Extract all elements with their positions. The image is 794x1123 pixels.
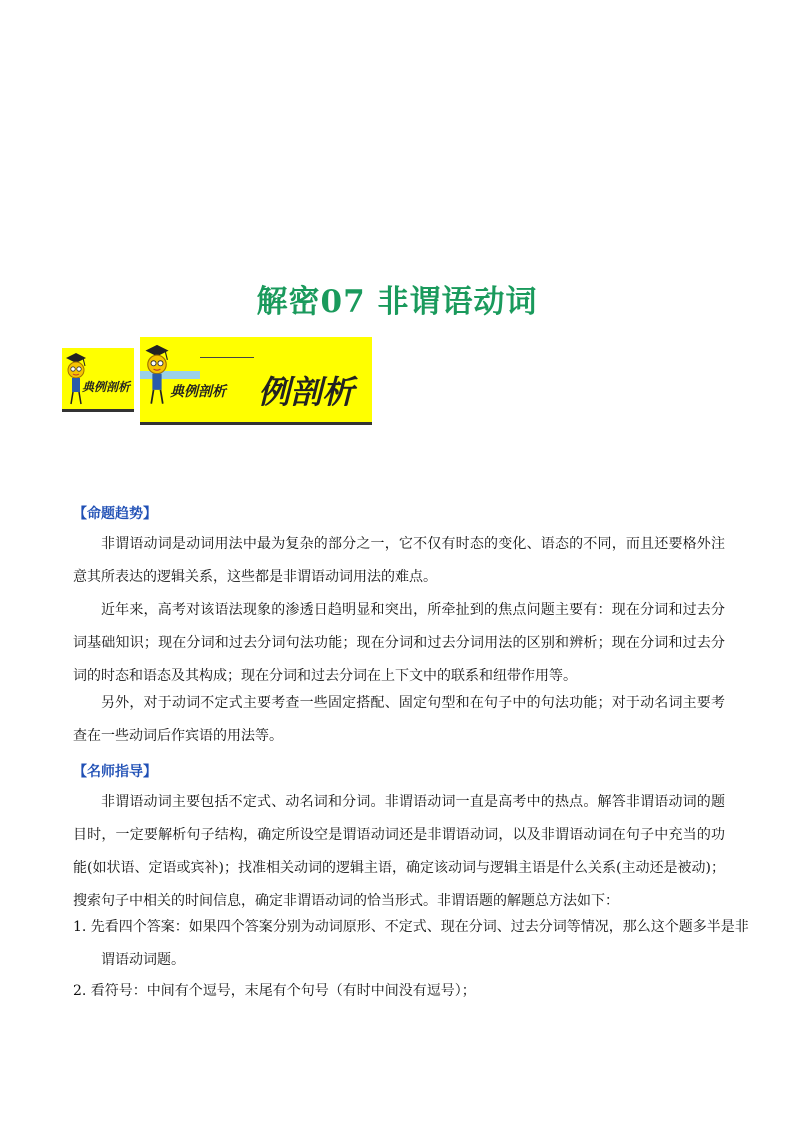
page-title: 解密07 非谓语动词 [256,284,538,320]
paragraph: 非谓语动词是动词用法中最为复杂的部分之一，它不仅有时态的变化、语态的不同，而且还要格外注意其所表达的逻辑关系，这些都是非谓语动词用法的难点。 [73,536,725,585]
list-item: 2. 看符号：中间有个逗号，末尾有个句号（有时中间没有逗号）； [73,983,476,999]
paragraph: 近年来，高考对该语法现象的渗透日趋明显和突出，所牵扯到的焦点问题主要有：现在分词和过去分词基础知识；现在分词和过去分词句法功能；现在分词和过去分词用法的区别和辨析；现在分词和过去分词的时态和语态及其构成；现在分词和过去分词在上下文中的联系和纽带作用等。 [73,602,725,684]
banner-large-text: 例剖析 [258,373,355,411]
list-item: 1. 先看四个答案：如果四个答案分别为动词原形、不定式、现在分词、过去分词等情况，那么这个题多半是非谓语动词题。 [73,919,749,968]
banner-image-large [140,337,372,425]
section-heading-guidance: 【名师指导】 [73,764,157,780]
banner-large-small-text: 典例剖析 [170,384,226,400]
paragraph: 非谓语动词主要包括不定式、动名词和分词。非谓语动词一直是高考中的热点。解答非谓语动词的题目时，一定要解析句子结构，确定所设空是谓语动词还是非谓语动词，以及非谓语动词在句子中充当的功能(如状语、定语或宾补)；找准相关动词的逻辑主语，确定该动词与逻辑主语是什么关系(主动还是被动)；搜索句子中相关的时间信息，确定非谓语动词的恰当形式。非谓语题的解题总方法如下： [73,794,725,909]
mascot-graduate-icon [142,341,172,411]
banner-image-small [62,348,134,412]
paragraph: 另外，对于动词不定式主要考查一些固定搭配、固定句型和在句子中的句法功能；对于动名词主要考查在一些动词后作宾语的用法等。 [73,695,725,744]
banner-small-text: 典例剖析 [82,380,131,394]
section-heading-trend: 【命题趋势】 [73,506,157,522]
